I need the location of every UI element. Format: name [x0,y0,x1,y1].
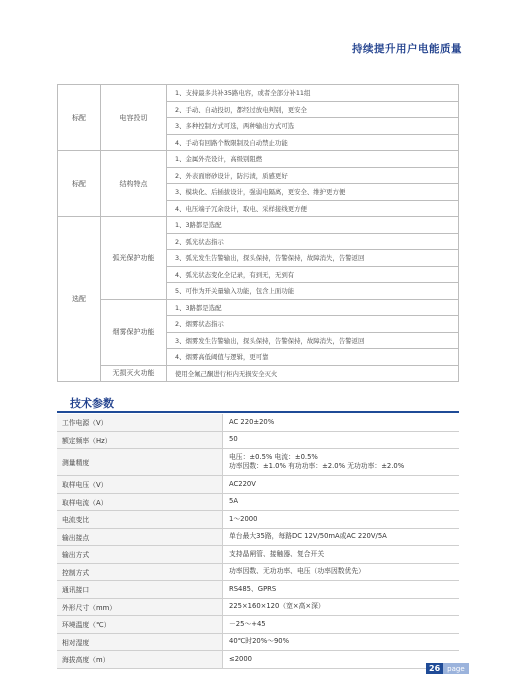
spec-label: 电流变比 [57,511,223,529]
spec-row [57,431,459,449]
spec-label: 通讯接口 [57,581,223,599]
spec-value-line: 5A [229,497,238,506]
feature-item: 3、模块化、后插拔设计，强弱电隔离，更安全、维护更方便 [167,184,459,201]
feature-item: 4、电压端子冗余设计，取电、采样接线更方便 [167,200,459,217]
feature-item: 1、3路都是选配 [167,217,459,234]
spec-value [223,449,460,476]
spec-label: 控制方式 [57,563,223,581]
feature-item: 1、金属外壳设计，高级别阻燃 [167,151,459,168]
spec-label: 取样电流（A） [57,493,223,511]
spec-value-line: 功率因数：±1.0% 有功功率：±2.0% 无功功率：±2.0% [229,462,405,470]
feature-item: 使用全氟己酮进行柜内无损安全灭火 [167,365,459,382]
spec-row [57,651,459,669]
features-table [57,84,459,382]
spec-value-line: AC220V [229,479,256,488]
spec-label: 取样电压（V） [57,476,223,494]
feature-category: 标配 [58,151,101,217]
feature-subgroup: 无损灭火功能 [101,365,167,382]
spec-row [57,563,459,581]
spec-row [57,633,459,651]
spec-value-line: 单台最大35路，每路DC 12V/50mA或AC 220V/5A [229,532,387,541]
spec-value [223,581,460,599]
spec-value-line: 电压：±0.5% 电流：±0.5% [229,453,318,461]
spec-label: 测量精度 [57,449,223,476]
spec-value-line: ≤2000 [229,654,252,663]
spec-value-line: 50 [229,435,238,444]
spec-row [57,449,459,476]
spec-value [223,633,460,651]
feature-item: 1、支持最多共补35路电容，或者全部分补11组 [167,85,459,102]
spec-value [223,511,460,529]
spec-label: 输出接点 [57,528,223,546]
spec-row [57,493,459,511]
spec-value-line: 40℃时20%～90% [229,637,290,646]
feature-item: 4、弧光状态变化全记录，有到无，无到有 [167,266,459,283]
feature-subgroup: 烟雾保护功能 [101,299,167,365]
feature-category: 标配 [58,85,101,151]
section-divider [57,411,459,413]
spec-label: 外形尺寸（mm） [57,598,223,616]
tech-spec-table [57,414,459,669]
spec-value [223,616,460,634]
feature-item: 5、可作为开关量输入功能，包含上面功能 [167,283,459,300]
spec-label: 环境温度（℃） [57,616,223,634]
feature-row [58,299,459,316]
spec-value [223,546,460,564]
spec-value-line: 225×160×120（宽×高×深） [229,602,325,611]
feature-item: 2、弧光状态指示 [167,233,459,250]
feature-row [58,151,459,168]
feature-item: 1、3路都是选配 [167,299,459,316]
spec-row [57,511,459,529]
spec-label: 相对湿度 [57,633,223,651]
feature-item: 2、烟雾状态指示 [167,316,459,333]
feature-subgroup: 结构特点 [101,151,167,217]
feature-row [58,365,459,382]
spec-label: 海拔高度（m） [57,651,223,669]
spec-value [223,528,460,546]
spec-value [223,493,460,511]
feature-subgroup: 弧光保护功能 [101,217,167,300]
page-header-title: 持续提升用户电能质量 [352,43,462,55]
spec-value [223,598,460,616]
feature-row [58,217,459,234]
spec-value-line: 1～2000 [229,514,258,523]
spec-row [57,528,459,546]
spec-value-line: 功率因数、无功功率、电压（功率因数优先） [229,567,365,576]
spec-value [223,414,460,431]
spec-row [57,616,459,634]
feature-category: 选配 [58,217,101,382]
page-number: 26 [426,663,443,674]
spec-value-line: RS485、GPRS [229,584,277,593]
spec-label: 输出方式 [57,546,223,564]
feature-item: 3、弧光发生告警输出，探头保持，告警保持，故障消失，告警返回 [167,250,459,267]
spec-label: 工作电源（V） [57,414,223,431]
spec-value-line: 支持晶闸管、接触器、复合开关 [229,549,325,558]
spec-value [223,563,460,581]
feature-item: 3、多种控制方式可选，两种输出方式可选 [167,118,459,135]
spec-row [57,546,459,564]
spec-row [57,598,459,616]
feature-row [58,85,459,102]
page-label: page [443,663,468,674]
spec-value-line: AC 220±20% [229,417,275,426]
feature-item: 2、手动、自动投切，都经过放电判别，更安全 [167,101,459,118]
spec-row [57,476,459,494]
spec-value [223,431,460,449]
feature-item: 2、外表面磨砂设计，防污渍，质感更好 [167,167,459,184]
spec-value [223,651,460,669]
spec-label: 额定频率（Hz） [57,431,223,449]
feature-item: 3、烟雾发生告警输出，探头保持，告警保持，故障消失，告警返回 [167,332,459,349]
tech-section-title: 技术参数 [70,397,114,410]
feature-item: 4、手动有回路个数限制及自动禁止功能 [167,134,459,151]
spec-value-line: －25～+45 [229,619,266,628]
page-number-tab [426,663,469,674]
feature-item: 4、烟雾高低阈值与逻辑，更可靠 [167,349,459,366]
feature-subgroup: 电容投切 [101,85,167,151]
spec-row [57,581,459,599]
spec-row [57,414,459,431]
spec-value [223,476,460,494]
